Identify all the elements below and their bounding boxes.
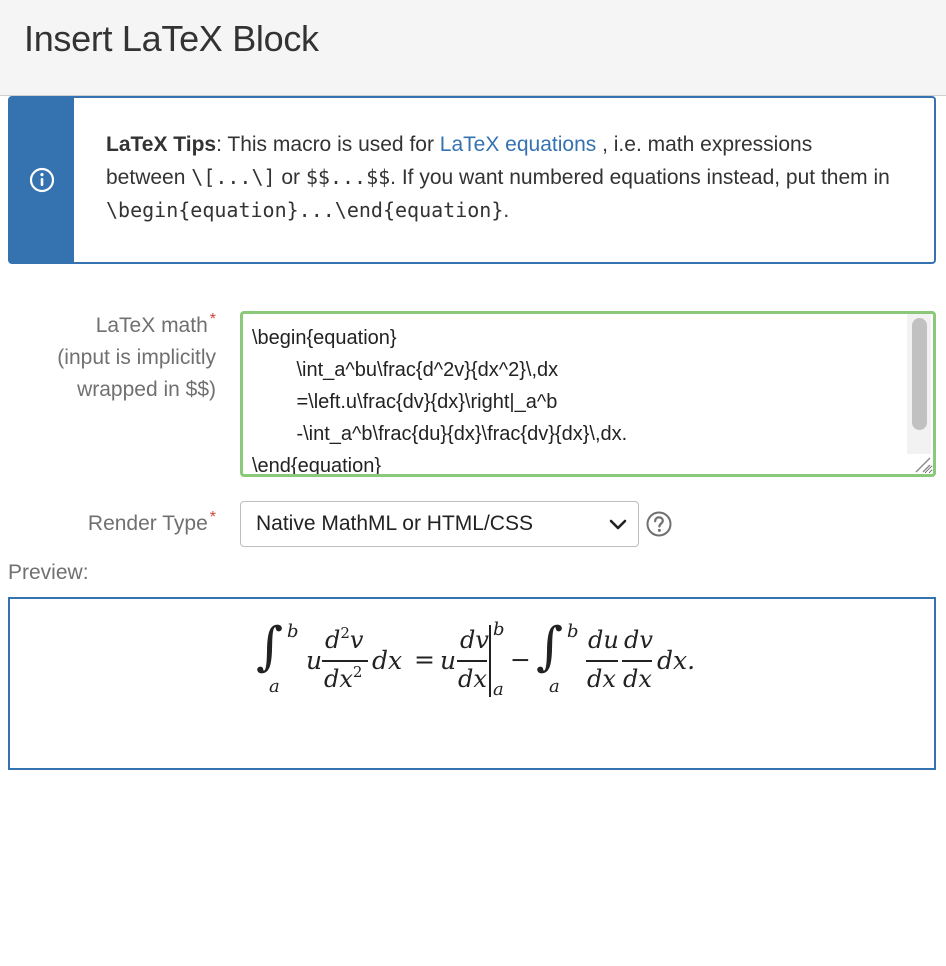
fraction-bar — [322, 660, 368, 662]
render-type-value: Native MathML or HTML/CSS — [256, 512, 533, 535]
integral-upper-limit: b — [287, 621, 299, 642]
fraction-denominator: dx — [623, 665, 652, 693]
fraction-bar — [457, 660, 487, 662]
latex-math-label-text: LaTeX math — [95, 314, 208, 337]
render-type-select[interactable] — [240, 501, 639, 547]
math-variable: dx — [372, 646, 403, 675]
tips-text-part: . If you want numbered equations instead, put them in — [390, 166, 890, 189]
evaluation-lower-limit: a — [493, 679, 504, 700]
math-exponent: 2 — [352, 663, 363, 681]
math-variable: v — [349, 626, 364, 654]
tips-text-part: , i.e. math expressions between — [106, 133, 813, 189]
latex-input-scroll-thumb[interactable] — [912, 318, 927, 430]
tips-code: $$...$$ — [305, 165, 391, 189]
fraction-numerator: du — [588, 626, 619, 654]
render-type-label-text: Render Type — [87, 512, 208, 535]
math-operator: − — [510, 645, 531, 674]
latex-math-hint: (input is implicitly wrapped in $$) — [57, 346, 216, 401]
tips-code: \[...\] — [191, 165, 276, 189]
fraction-numerator — [325, 626, 363, 654]
math-operator: = — [414, 645, 435, 674]
preview-box — [8, 597, 936, 770]
integral-sign: ∫ — [536, 617, 564, 677]
integral-lower-limit: a — [269, 676, 280, 697]
required-marker: * — [209, 311, 216, 328]
required-marker: * — [209, 509, 216, 526]
integral-upper-limit: b — [567, 621, 579, 642]
latex-math-input[interactable] — [240, 311, 936, 477]
latex-equations-link[interactable]: LaTeX equations — [439, 133, 597, 156]
latex-math-label — [20, 310, 216, 406]
resize-grip-icon[interactable] — [910, 452, 932, 474]
fraction-denominator: dx — [458, 665, 487, 693]
tips-code: \begin{equation}...\end{equation} — [106, 198, 504, 222]
tips-text — [106, 128, 896, 227]
tips-text-part: : This macro is used for — [216, 133, 440, 156]
latex-tips-message — [8, 96, 936, 264]
math-variable: u — [306, 646, 323, 675]
evaluation-bar — [489, 625, 491, 697]
tips-stripe — [10, 98, 74, 262]
integral-sign: ∫ — [256, 617, 284, 677]
info-icon — [28, 166, 56, 194]
evaluation-upper-limit: b — [493, 619, 505, 640]
integral-lower-limit: a — [549, 676, 560, 697]
fraction-numerator: dv — [460, 626, 489, 654]
dialog-title: Insert LaTeX Block — [24, 18, 319, 59]
dialog-header — [0, 0, 946, 96]
tips-text-part: or — [275, 166, 306, 189]
math-variable: dx — [324, 665, 353, 693]
render-type-label — [20, 508, 216, 540]
question-circle-icon[interactable] — [645, 510, 673, 538]
tips-bold-label: LaTeX Tips — [106, 133, 217, 156]
preview-label: Preview: — [8, 561, 89, 584]
math-variable: dx. — [657, 646, 696, 675]
chevron-down-icon — [608, 516, 628, 534]
math-exponent: 2 — [340, 624, 350, 642]
fraction-bar — [622, 660, 652, 662]
tips-text-part: . — [503, 199, 510, 222]
math-variable: d — [325, 626, 341, 654]
math-variable: u — [440, 646, 457, 675]
fraction-denominator — [324, 665, 362, 693]
fraction-numerator: dv — [624, 626, 653, 654]
fraction-denominator: dx — [587, 665, 616, 693]
fraction-bar — [586, 660, 618, 662]
